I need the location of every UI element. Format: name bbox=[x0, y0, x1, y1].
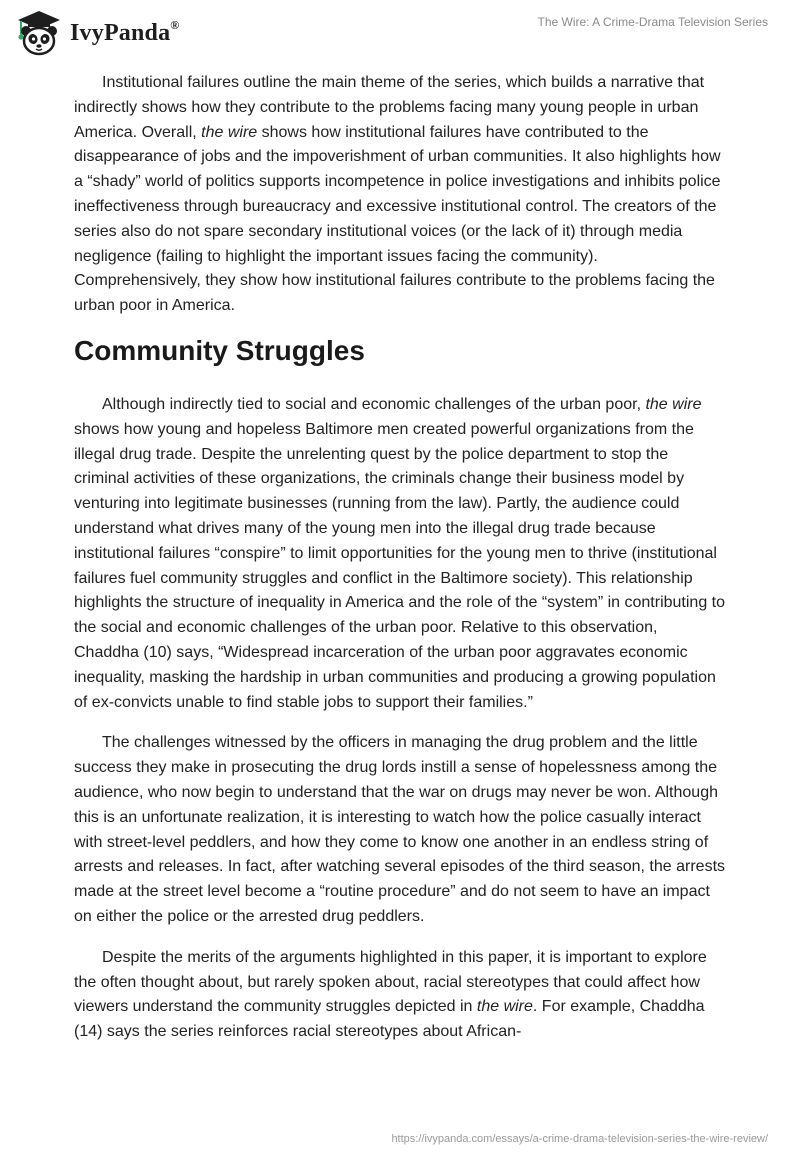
paragraph-racial-stereotypes: Despite the merits of the arguments highlighted in this paper, it is important to explore the often thought about, but rarely spoken about, racial stereotypes that could affect how viewers understand the community struggles depicted in the wire. For example, Chaddha (14) says the series reinforces racial stereotypes about African- bbox=[74, 948, 707, 1041]
ivypanda-logo[interactable] bbox=[14, 8, 179, 58]
section-heading-community-struggles: Community Struggles bbox=[74, 334, 365, 366]
paragraph-institutional-failures: Institutional failures outline the main theme of the series, which builds a narrative that indirectly shows how they contribute to the problems facing many young people in urban America. Overall, the wire shows how institutional failures have contributed to the disappearance of jobs and the impoverishment of urban communities. It also highlights how a “shady” world of politics supports incompetence in police investigations and inhibits police ineffectiveness through bureaucracy and excessive institutional control. The creators of the series also do not spare secondary institutional voices (or the lack of it) through media negligence (failing to highlight the important issues facing the community). Comprehensively, they show how institutional failures contribute to the problems facing the urban poor in America. bbox=[74, 74, 721, 315]
brand-name: IvyPanda® bbox=[70, 17, 180, 46]
document-title: The Wire: A Crime-Drama Television Series bbox=[537, 15, 768, 29]
essay-content bbox=[74, 71, 726, 1061]
panda-graduation-cap-icon bbox=[14, 9, 64, 57]
page-header bbox=[0, 0, 800, 70]
paragraph-drug-trade: Although indirectly tied to social and economic challenges of the urban poor, the wire shows how young and hopeless Baltimore men created powerful organizations from the illegal drug trade. Despite the unrelenting quest by the police department to stop the criminal activities of these organizations, the criminals change their business model by venturing into legitimate businesses (running from the law). Partly, the audience could understand what drives many of the young men into the illegal drug trade because institutional failures “conspire” to limit opportunities for the young men to thrive (institutional failures fuel community struggles and conflict in the Baltimore society). This relationship highlights the structure of inequality in America and the role of the “system” in contributing to the social and economic challenges of the urban poor. Relative to this observation, Chaddha (10) says, “Widespread incarceration of the urban poor aggravates economic inequality, masking the hardship in urban communities and producing a growing population of ex-convicts unable to find stable jobs to support their families.” bbox=[74, 395, 726, 711]
footer-source-url[interactable]: https://ivypanda.com/essays/a-crime-drama-television-series-the-wire-review/ bbox=[391, 1133, 768, 1145]
paragraph-police-challenges: The challenges witnessed by the officers in managing the drug problem and the little success they make in prosecuting the drug lords instill a sense of hopelessness among the audience, who now begin to understand that the war on drugs may never be won. Although this is an unfortunate realization, it is interesting to watch how the police casually interact with street-level peddlers, and how they come to know one another in an endless string of arrests and releases. In fact, after watching several episodes of the third season, the arrests made at the street level become a “routine procedure” and do not seem to have an impact on either the police or the arrested drug peddlers. bbox=[74, 734, 726, 925]
